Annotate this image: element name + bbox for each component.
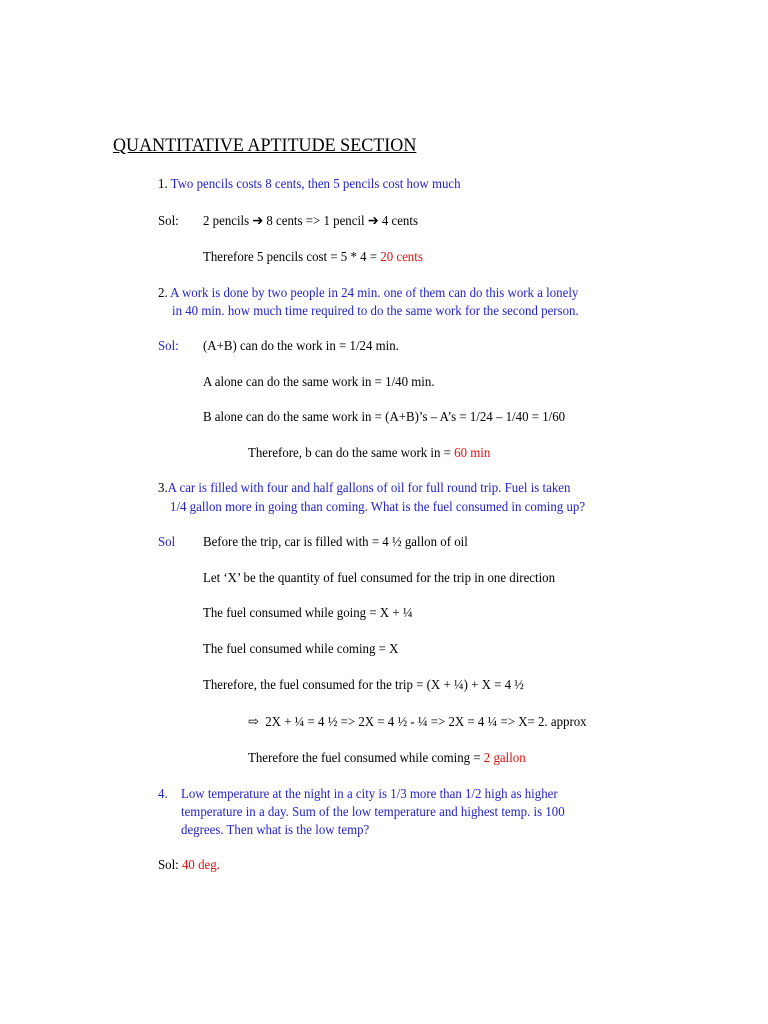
solution-text: 8 cents => 1 pencil xyxy=(266,214,365,229)
solution-label: Sol: xyxy=(158,339,179,354)
question-text: Two pencils costs 8 cents, then 5 pencils cost how much xyxy=(170,177,461,192)
solution-line xyxy=(203,213,418,231)
solution-line xyxy=(248,714,587,732)
solution-line: The fuel consumed while going = X + ¼ xyxy=(203,606,413,621)
question-text: 1/4 gallon more in going than coming. What is the fuel consumed in coming up? xyxy=(170,500,586,515)
question-text: in 40 min. how much time required to do the same work for the second person. xyxy=(172,304,579,319)
solution-label: Sol xyxy=(158,535,176,550)
solution-label: Sol: xyxy=(158,858,179,873)
solution-line: A alone can do the same work in = 1/40 min. xyxy=(203,375,435,390)
solution-label: Sol: xyxy=(158,214,179,229)
answer: 40 deg. xyxy=(181,858,220,873)
solution-line xyxy=(248,750,526,768)
question-text: Low temperature at the night in a city is 1/3 more than 1/2 high as higher xyxy=(181,787,558,802)
question-text: temperature in a day. Sum of the low temperature and highest temp. is 100 xyxy=(181,805,565,820)
question-text: degrees. Then what is the low temp? xyxy=(181,823,370,838)
solution-text: Therefore 5 pencils cost = 5 * 4 = xyxy=(203,250,378,265)
solution-text: Therefore, b can do the same work in = xyxy=(248,446,451,461)
question-number: 3. xyxy=(158,481,168,496)
solution-line: B alone can do the same work in = (A+B)’s – A’s = 1/24 – 1/40 = 1/60 xyxy=(203,410,566,425)
question-text: A work is done by two people in 24 min. one of them can do this work a lonely xyxy=(170,286,579,301)
page-title: QUANTITATIVE APTITUDE SECTION xyxy=(113,135,417,156)
solution-text: Therefore the fuel consumed while coming = xyxy=(248,751,481,766)
answer: 20 cents xyxy=(380,250,423,265)
solution-line: The fuel consumed while coming = X xyxy=(203,642,399,657)
question-number: 4. xyxy=(158,787,168,802)
solution-line: Before the trip, car is filled with = 4 ½ gallon of oil xyxy=(203,535,468,550)
question-1 xyxy=(158,176,461,194)
question-text: A car is filled with four and half gallons of oil for full round trip. Fuel is taken xyxy=(167,481,571,496)
solution-line xyxy=(248,445,490,463)
question-number: 1. xyxy=(158,177,168,192)
question-2 xyxy=(158,285,578,303)
solution-line xyxy=(158,857,220,875)
question-number: 2. xyxy=(158,286,168,301)
solution-text: 2 pencils xyxy=(203,214,250,229)
answer: 2 gallon xyxy=(483,751,526,766)
solution-text: 4 cents xyxy=(381,214,418,229)
solution-text: 2X + ¼ = 4 ½ => 2X = 4 ½ - ¼ => 2X = 4 ¼ => X= 2. approx xyxy=(265,715,587,730)
solution-line xyxy=(203,249,423,267)
solution-line: Therefore, the fuel consumed for the trip = (X + ¼) + X = 4 ½ xyxy=(203,678,524,693)
answer: 60 min xyxy=(454,446,491,461)
right-arrow-icon: ➔ xyxy=(367,214,379,229)
solution-line: Let ‘X’ be the quantity of fuel consumed for the trip in one direction xyxy=(203,571,556,586)
question-3 xyxy=(158,480,570,498)
implies-arrow-icon: ⇨ xyxy=(248,715,259,730)
right-arrow-icon: ➔ xyxy=(252,214,264,229)
solution-line: (A+B) can do the work in = 1/24 min. xyxy=(203,339,399,354)
